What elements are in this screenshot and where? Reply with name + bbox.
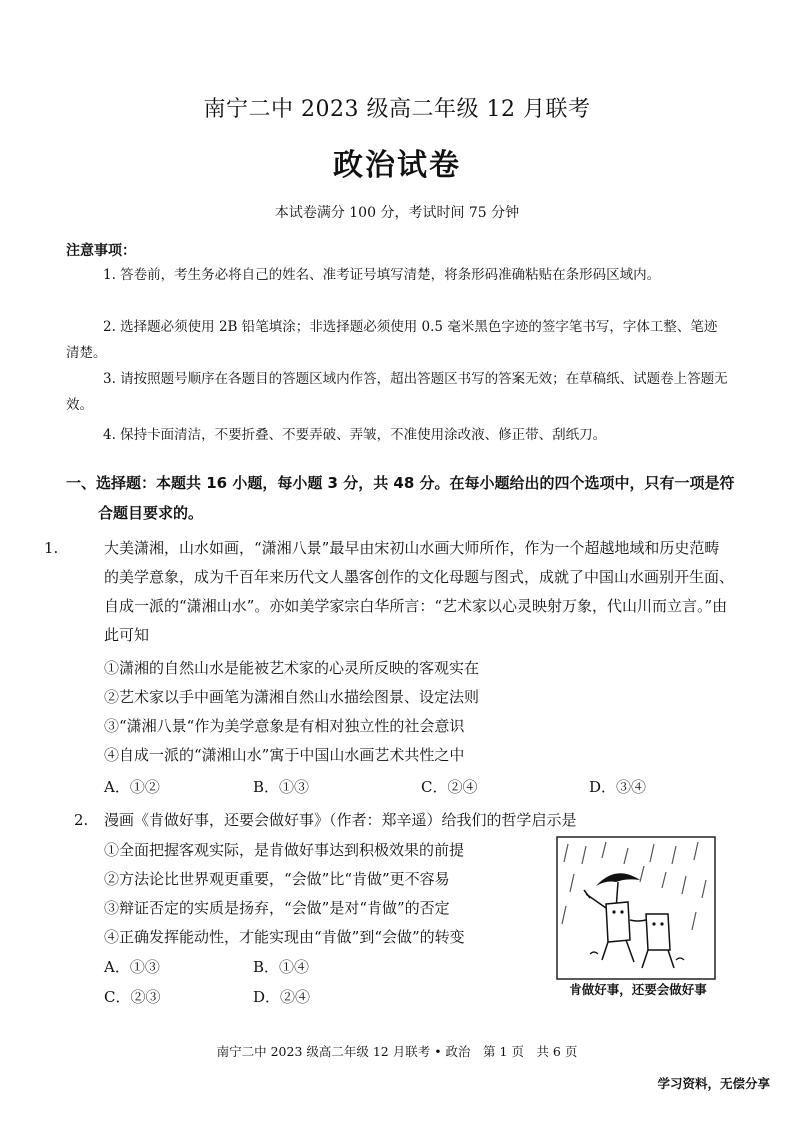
q1-option-d: D．③④ <box>589 778 647 796</box>
q1-statement: ④自成一派的“潇湘山水”寓于中国山水画艺术共性之中 <box>104 746 465 764</box>
notice-item: 3. 请按照题号顺序在各题目的答题区域内作答，超出答题区书写的答案无效；在草稿纸、试题卷上答题无效。 <box>66 371 728 413</box>
notice-item: 2. 选择题必须使用 2B 铅笔填涂；非选择题必须使用 0.5 毫米黑色字迹的签字笔书写，字体工整、笔迹清楚。 <box>66 319 718 361</box>
q1-statement: ①潇湘的自然山水是能被艺术家的心灵所反映的客观实在 <box>104 659 480 677</box>
cartoon-caption: 肯做好事，还要会做好事 <box>569 982 707 997</box>
second-figure <box>646 914 670 950</box>
q1-statement: ③“潇湘八景“作为美学意象是有相对独立性的社会意识 <box>104 717 465 735</box>
question-stem: 大美潇湘，山水如画，“潇湘八景”最早由宋初山水画大师所作，作为一个超越地域和历史范畴的美学意象，成为千百年来历代文人墨客创作的文化母题与图式，成就了中国山水画别开生面、自成一派的“潇湘山水”。亦如美学家宗白华所言：“艺术家以心灵映射万象，代山川而立言。”由此可知 <box>104 539 735 644</box>
q1-option-c: C．②④ <box>421 778 478 796</box>
question-2 <box>74 806 730 835</box>
question-stem: 漫画《肯做好事，还要会做好事》（作者：郑辛遥）给我们的哲学启示是 <box>104 811 577 829</box>
q2-option-b: B．①④ <box>253 958 310 976</box>
cartoon-illustration <box>556 836 716 980</box>
q1-option-a: A．①② <box>104 778 160 796</box>
q2-option-c: C．②③ <box>104 988 161 1006</box>
subject-title: 政治试卷 <box>333 148 461 183</box>
section-heading: 一、选择题：本题共 16 小题，每小题 3 分，共 48 分。在每小题给出的四个选项中，只有一项是符合题目要求的。 <box>66 474 735 522</box>
cartoon-frame <box>557 837 715 979</box>
page-footer: 南宁二中 2023 级高二年级 12 月联考 • 政治 第 1 页 共 6 页 <box>216 1044 578 1059</box>
q2-statement: ②方法论比世界观更重要，“会做”比“肯做”更不容易 <box>104 870 450 888</box>
notice-heading: 注意事项： <box>66 243 136 259</box>
notice-item: 1. 答卷前，考生务必将自己的姓名、准考证号填写清楚，将条形码准确粘贴在条形码区域内。 <box>103 267 661 283</box>
q2-statement: ③辩证否定的实质是扬弃，“会做”是对“肯做”的否定 <box>104 899 450 917</box>
notice-item: 4. 保持卡面清洁，不要折叠、不要弄破、弄皱，不准使用涂改液、修正带、刮纸刀。 <box>103 427 607 443</box>
exam-info: 本试卷满分 100 分，考试时间 75 分钟 <box>274 205 520 221</box>
question-1 <box>44 534 735 650</box>
exam-title: 南宁二中 2023 级高二年级 12 月联考 <box>203 97 591 122</box>
watermark-text: 学习资料，无偿分享 <box>657 1076 770 1091</box>
question-number: 1. <box>44 539 59 557</box>
q2-option-a: A．①③ <box>104 958 160 976</box>
q1-option-b: B．①③ <box>253 778 310 796</box>
q2-statement: ④正确发挥能动性，才能实现由“肯做”到“会做”的转变 <box>104 928 465 946</box>
q2-option-d: D．②④ <box>253 988 311 1006</box>
q1-statement: ②艺术家以手中画笔为潇湘自然山水描绘图景、设定法则 <box>104 688 480 706</box>
person-figure <box>606 902 630 942</box>
question-number: 2. <box>74 811 89 829</box>
q2-statement: ①全面把握客观实际，是肯做好事达到积极效果的前提 <box>104 841 465 859</box>
